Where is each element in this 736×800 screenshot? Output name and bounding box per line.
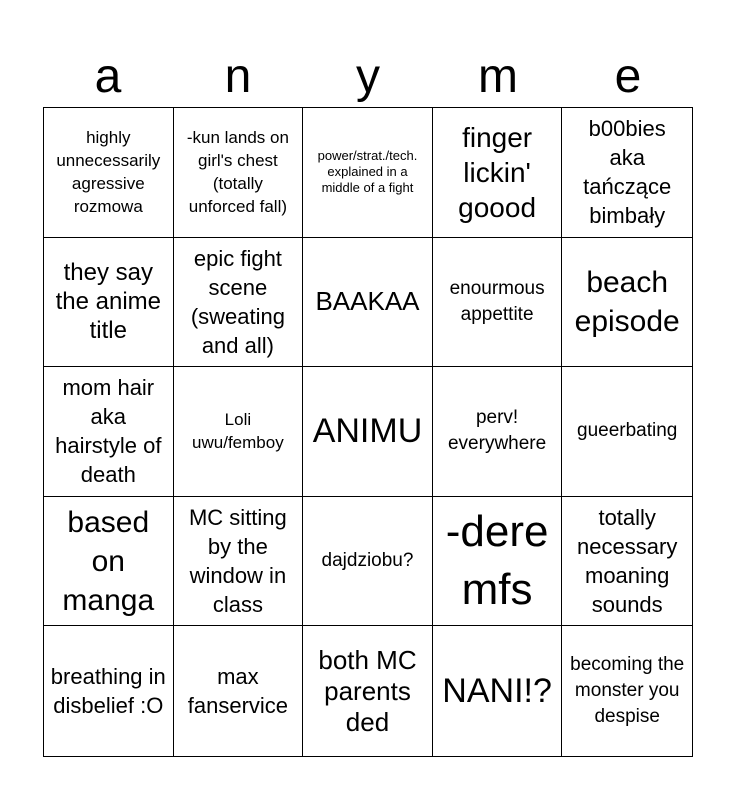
bingo-cell-r3c2[interactable]: Loli uwu/femboy — [174, 367, 304, 497]
bingo-cell-r1c2[interactable]: -kun lands on girl's chest (totally unforced fall) — [174, 108, 304, 238]
bingo-cell-r2c1[interactable]: they say the anime title — [44, 238, 174, 368]
title-letter-2: n — [224, 50, 252, 103]
bingo-cell-r1c3[interactable]: power/strat./tech. explained in a middle of a fight — [303, 108, 433, 238]
bingo-board — [43, 107, 693, 757]
bingo-cell-r1c1[interactable]: highly unnecessarily agressive rozmowa — [44, 108, 174, 238]
bingo-cell-r5c3[interactable]: both MC parents ded — [303, 626, 433, 756]
title-letter-4: m — [478, 50, 518, 103]
bingo-cell-r3c1[interactable]: mom hair aka hairstyle of death — [44, 367, 174, 497]
bingo-cell-r5c5[interactable]: becoming the monster you despise — [570, 654, 685, 728]
bingo-cell-r5c4[interactable]: NANI!? — [433, 626, 563, 756]
bingo-cell-r2c3[interactable]: BAAKAA — [303, 238, 433, 368]
title-letter-1: a — [94, 50, 122, 103]
bingo-cell-r1c4[interactable]: finger lickin' goood — [433, 108, 563, 238]
bingo-cell-r4c4[interactable]: -dere mfs — [433, 497, 563, 627]
bingo-cell-r4c3[interactable]: dajdziobu? — [303, 497, 433, 627]
bingo-cell-r4c5[interactable]: totally necessary moaning sounds — [562, 497, 692, 627]
bingo-cell-r3c5[interactable]: gueerbating — [562, 367, 692, 497]
bingo-cell-r2c5[interactable]: beach episode — [562, 238, 692, 368]
title-letter-5: e — [614, 50, 642, 103]
bingo-cell-r1c5[interactable]: b00bies aka tańczące bimbały — [562, 108, 692, 238]
bingo-cell-r3c4[interactable]: perv! everywhere — [433, 367, 563, 497]
bingo-cell-r3c3[interactable]: ANIMU — [303, 367, 433, 497]
bingo-cell-r5c2[interactable]: max fanservice — [174, 626, 304, 756]
title-letter-3: y — [356, 50, 380, 103]
bingo-cell-r5c1[interactable]: breathing in disbelief :O — [44, 626, 174, 756]
bingo-title — [43, 48, 693, 106]
bingo-cell-r2c2[interactable]: epic fight scene (sweating and all) — [174, 238, 304, 368]
bingo-cell-r4c1[interactable]: based on manga — [44, 497, 174, 627]
bingo-cell-r4c2[interactable]: MC sitting by the window in class — [174, 497, 304, 627]
bingo-cell-r2c4[interactable]: enourmous appettite — [433, 238, 563, 368]
